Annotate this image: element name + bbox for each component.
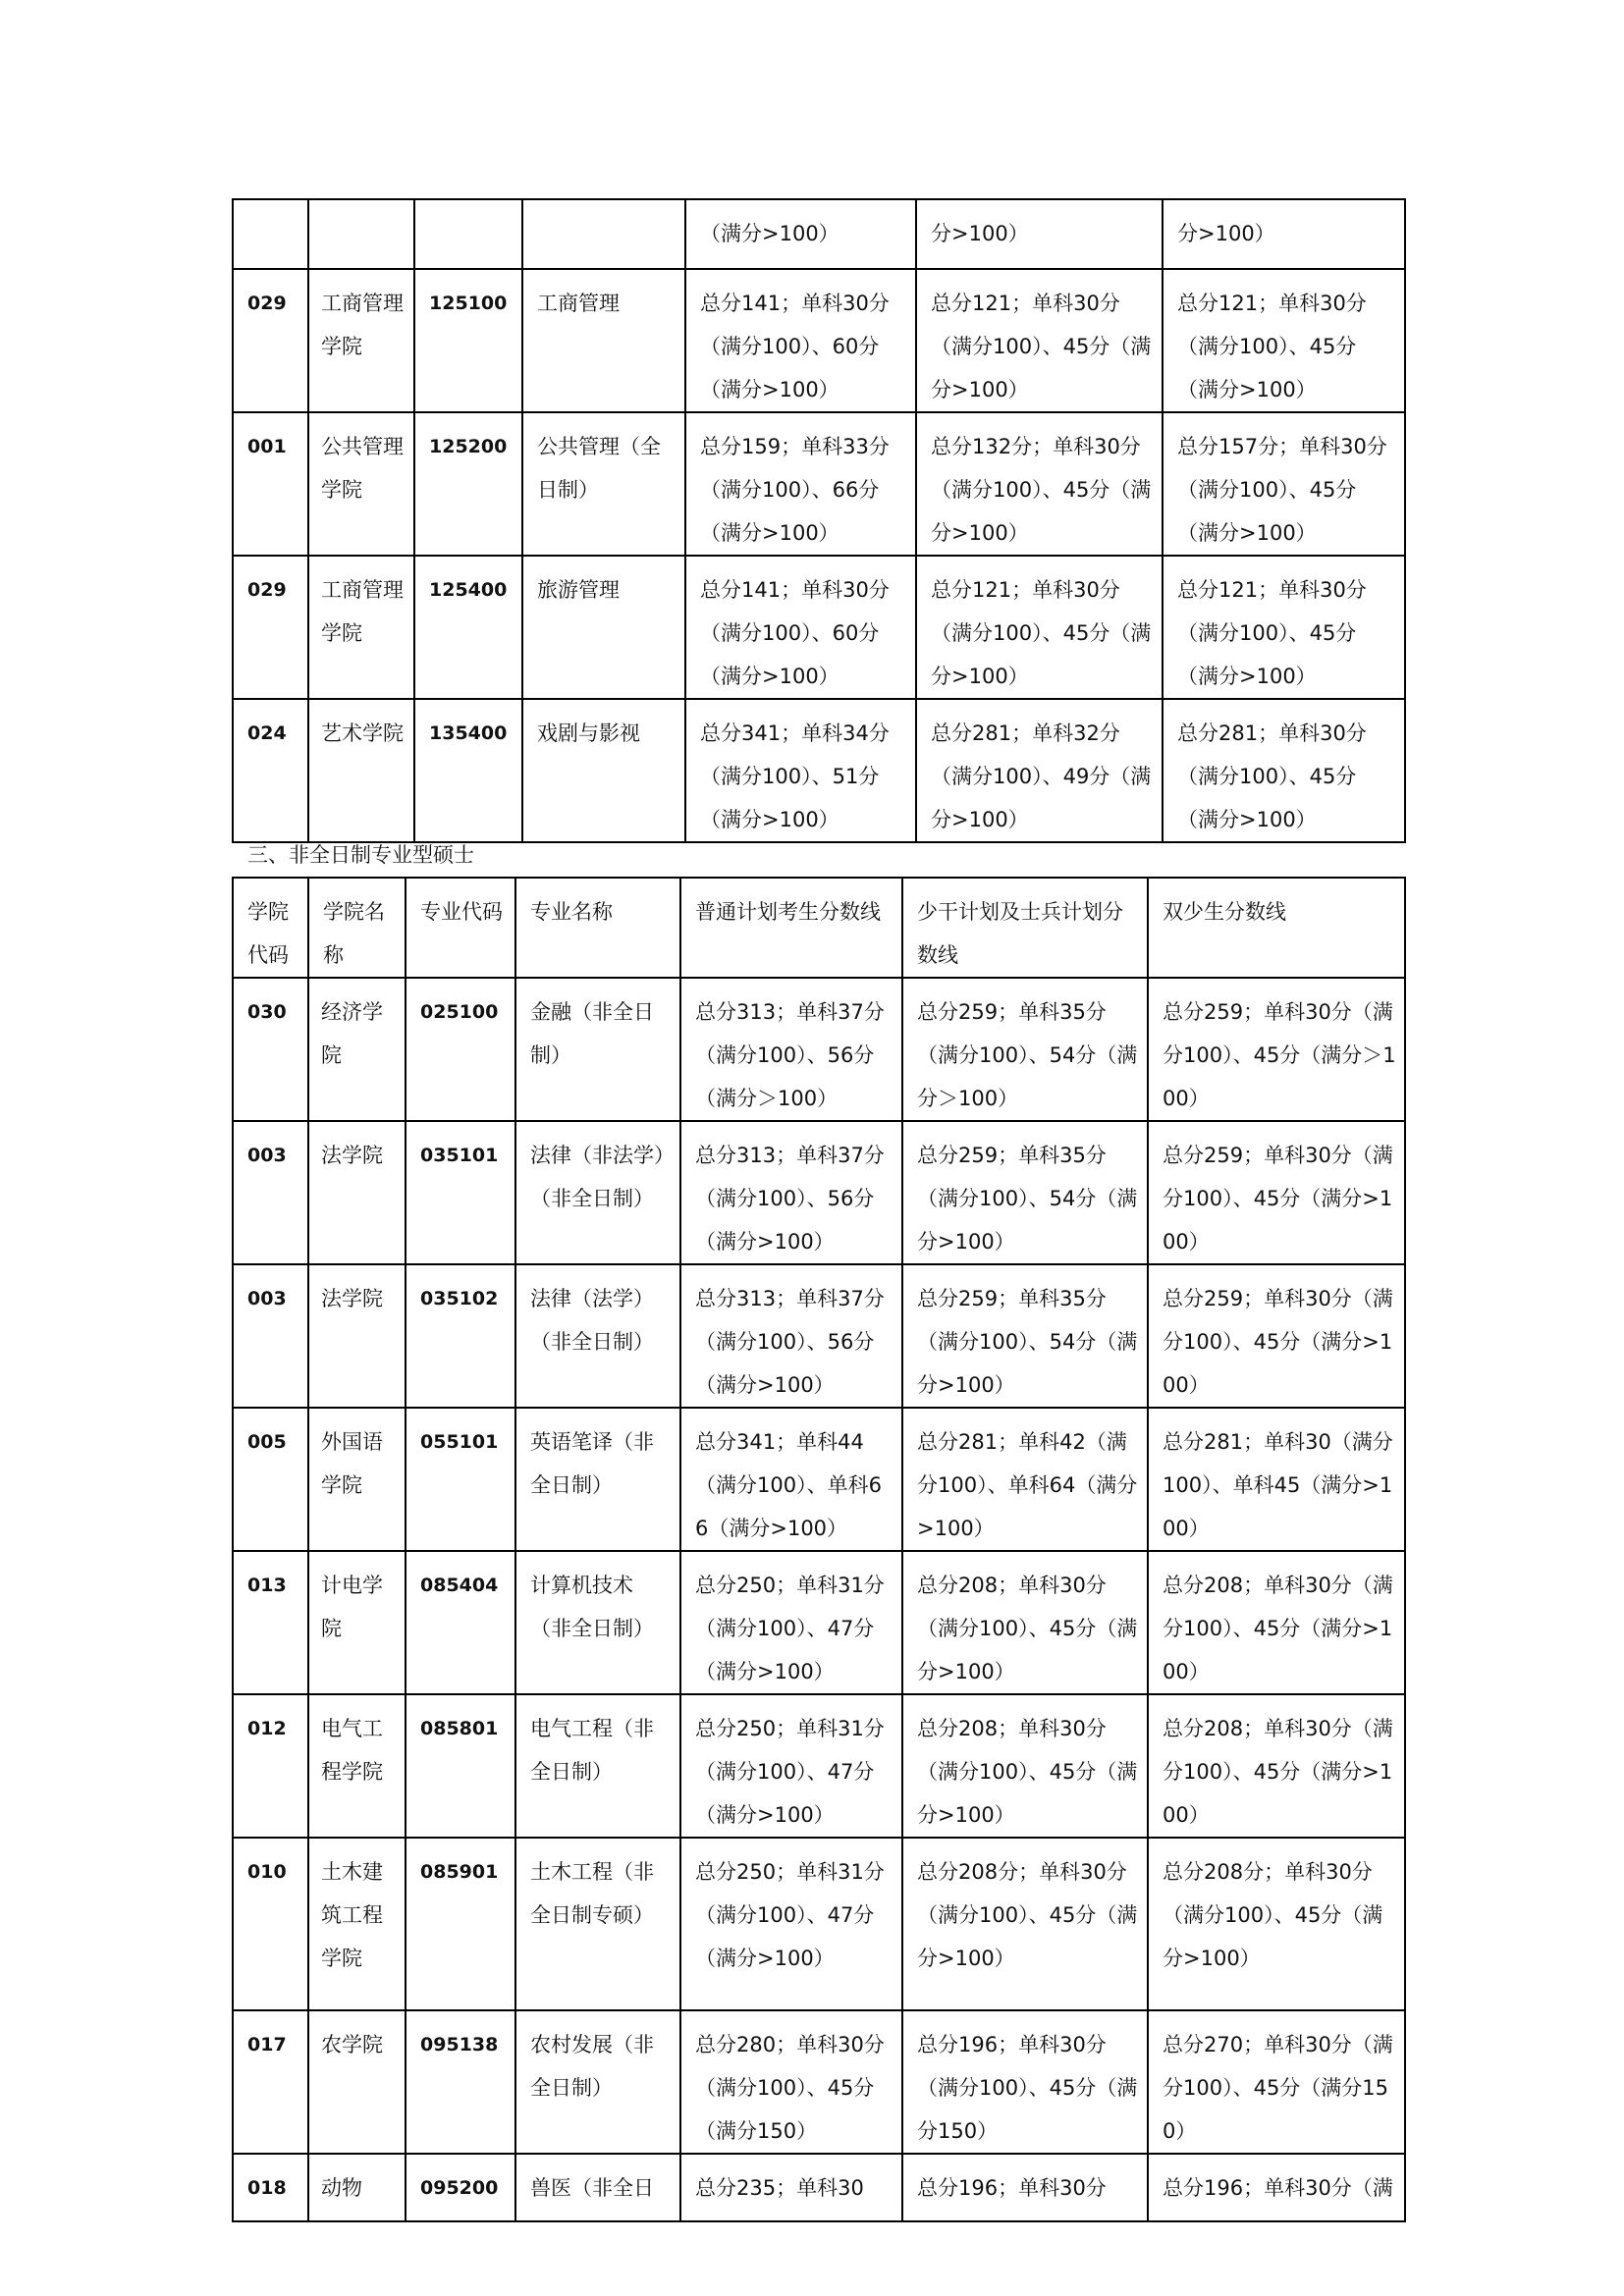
header-minority-soldier-plan-score: 少干计划及士兵计划分数线 (902, 878, 1148, 978)
major-name-cell: 戏剧与影视 (522, 699, 685, 842)
header-general-plan-score: 普通计划考生分数线 (680, 878, 902, 978)
minority-soldier-score-cell: 总分132分；单科30分（满分100）、45分（满分>100） (916, 412, 1163, 556)
general-plan-score-cell: 总分235；单科30 (680, 2154, 902, 2221)
general-plan-score-cell: 总分313；单科37分（满分100）、56分（满分>100） (680, 1264, 902, 1408)
dual-minority-score-cell: 总分259；单科30分（满分100）、45分（满分>100） (1148, 1121, 1405, 1264)
general-plan-score-cell: （满分>100） (685, 199, 916, 269)
college-name-cell: 计电学院 (308, 1551, 406, 1694)
minority-soldier-score-cell: 总分121；单科30分（满分100）、45分（满分>100） (916, 556, 1163, 699)
college-name-cell: 经济学院 (308, 978, 406, 1121)
college-code-cell: 013 (233, 1551, 308, 1694)
table-row (233, 269, 1405, 412)
minority-soldier-score-cell: 总分121；单科30分（满分100）、45分（满分>100） (916, 269, 1163, 412)
table-row (233, 1408, 1405, 1551)
general-plan-score-cell: 总分250；单科31分（满分100）、47分（满分>100） (680, 1694, 902, 1838)
dual-minority-score-cell: 总分281；单科30（满分100）、单科45（满分>100） (1148, 1408, 1405, 1551)
major-name-cell: 工商管理 (522, 269, 685, 412)
general-plan-score-cell: 总分280；单科30分（满分100）、45分（满分150） (680, 2010, 902, 2154)
header-major-code: 专业代码 (406, 878, 515, 978)
major-code-cell: 085801 (406, 1694, 515, 1838)
college-code-cell: 012 (233, 1694, 308, 1838)
minority-soldier-score-cell: 总分208分；单科30分（满分100）、45分（满分>100） (902, 1838, 1148, 2010)
general-plan-score-cell: 总分313；单科37分（满分100）、56分（满分>100） (680, 1121, 902, 1264)
header-college-name: 学院名称 (308, 878, 406, 978)
dual-minority-score-cell: 总分270；单科30分（满分100）、45分（满分150） (1148, 2010, 1405, 2154)
major-code-cell: 125100 (414, 269, 522, 412)
minority-soldier-score-cell: 总分196；单科30分（满分100）、45分（满分150） (902, 2010, 1148, 2154)
table-row (233, 556, 1405, 699)
minority-soldier-score-cell: 分>100） (916, 199, 1163, 269)
minority-soldier-score-cell: 总分208；单科30分（满分100）、45分（满分>100） (902, 1694, 1148, 1838)
header-major-name: 专业名称 (515, 878, 680, 978)
table-row (233, 412, 1405, 556)
college-name-cell: 法学院 (308, 1264, 406, 1408)
table-row (233, 978, 1405, 1121)
table-row (233, 1551, 1405, 1694)
minority-soldier-score-cell: 总分259；单科35分（满分100）、54分（满分>100） (902, 1121, 1148, 1264)
dual-minority-score-cell: 总分259；单科30分（满分100）、45分（满分>100） (1148, 1264, 1405, 1408)
major-code-cell: 095138 (406, 2010, 515, 2154)
major-name-cell: 旅游管理 (522, 556, 685, 699)
major-name-cell: 公共管理（全日制） (522, 412, 685, 556)
major-name-cell: 计算机技术（非全日制） (515, 1551, 680, 1694)
major-code-cell: 135400 (414, 699, 522, 842)
dual-minority-score-cell: 总分157分；单科30分（满分100）、45分（满分>100） (1163, 412, 1405, 556)
part-time-professional-master-score-table (232, 877, 1406, 2222)
table-row (233, 2010, 1405, 2154)
header-college-code: 学院代码 (233, 878, 308, 978)
table-row (233, 699, 1405, 842)
college-code-cell (233, 199, 308, 269)
general-plan-score-cell: 总分250；单科31分（满分100）、47分（满分>100） (680, 1838, 902, 2010)
section-title-part-time-professional-master: 三、非全日制专业型硕士 (247, 843, 474, 867)
college-code-cell: 030 (233, 978, 308, 1121)
general-plan-score-cell: 总分250；单科31分（满分100）、47分（满分>100） (680, 1551, 902, 1694)
major-code-cell: 085404 (406, 1551, 515, 1694)
major-code-cell: 095200 (406, 2154, 515, 2221)
college-code-cell: 029 (233, 269, 308, 412)
college-name-cell: 艺术学院 (308, 699, 414, 842)
major-name-cell: 兽医（非全日 (515, 2154, 680, 2221)
major-code-cell: 025100 (406, 978, 515, 1121)
college-name-cell: 农学院 (308, 2010, 406, 2154)
table-row (233, 1121, 1405, 1264)
major-code-cell: 125200 (414, 412, 522, 556)
college-name-cell: 土木建筑工程学院 (308, 1838, 406, 2010)
minority-soldier-score-cell: 总分208；单科30分（满分100）、45分（满分>100） (902, 1551, 1148, 1694)
major-name-cell: 土木工程（非全日制专硕） (515, 1838, 680, 2010)
major-code-cell: 085901 (406, 1838, 515, 2010)
dual-minority-score-cell: 总分121；单科30分（满分100）、45分（满分>100） (1163, 269, 1405, 412)
college-name-cell (308, 199, 414, 269)
major-name-cell: 电气工程（非全日制） (515, 1694, 680, 1838)
dual-minority-score-cell: 总分208；单科30分（满分100）、45分（满分>100） (1148, 1551, 1405, 1694)
college-name-cell: 法学院 (308, 1121, 406, 1264)
dual-minority-score-cell: 总分121；单科30分（满分100）、45分（满分>100） (1163, 556, 1405, 699)
dual-minority-score-cell: 总分208分；单科30分（满分100）、45分（满分>100） (1148, 1838, 1405, 2010)
minority-soldier-score-cell: 总分259；单科35分（满分100）、54分（满分＞100） (902, 978, 1148, 1121)
general-plan-score-cell: 总分313；单科37分（满分100）、56分（满分＞100） (680, 978, 902, 1121)
dual-minority-score-cell: 总分196；单科30分（满 (1148, 2154, 1405, 2221)
header-dual-minority-score: 双少生分数线 (1148, 878, 1405, 978)
dual-minority-score-cell: 分>100） (1163, 199, 1405, 269)
college-name-cell: 电气工程学院 (308, 1694, 406, 1838)
major-name-cell: 法律（法学）（非全日制） (515, 1264, 680, 1408)
general-plan-score-cell: 总分341；单科44（满分100）、单科66（满分>100） (680, 1408, 902, 1551)
major-code-cell: 035102 (406, 1264, 515, 1408)
general-plan-score-cell: 总分141；单科30分（满分100）、60分（满分>100） (685, 556, 916, 699)
college-code-cell: 001 (233, 412, 308, 556)
table-row (233, 1694, 1405, 1838)
minority-soldier-score-cell: 总分259；单科35分（满分100）、54分（满分>100） (902, 1264, 1148, 1408)
college-name-cell: 动物 (308, 2154, 406, 2221)
major-code-cell: 035101 (406, 1121, 515, 1264)
minority-soldier-score-cell: 总分281；单科42（满分100）、单科64（满分>100） (902, 1408, 1148, 1551)
table-row (233, 2154, 1405, 2221)
college-code-cell: 003 (233, 1264, 308, 1408)
dual-minority-score-cell: 总分259；单科30分（满分100）、45分（满分＞100） (1148, 978, 1405, 1121)
college-code-cell: 010 (233, 1838, 308, 2010)
major-code-cell: 125400 (414, 556, 522, 699)
table-row (233, 1838, 1405, 2010)
college-name-cell: 工商管理学院 (308, 556, 414, 699)
college-code-cell: 024 (233, 699, 308, 842)
minority-soldier-score-cell: 总分196；单科30分 (902, 2154, 1148, 2221)
college-code-cell: 029 (233, 556, 308, 699)
major-name-cell: 农村发展（非全日制） (515, 2010, 680, 2154)
major-name-cell: 英语笔译（非全日制） (515, 1408, 680, 1551)
major-name-cell (522, 199, 685, 269)
general-plan-score-cell: 总分341；单科34分（满分100）、51分（满分>100） (685, 699, 916, 842)
dual-minority-score-cell: 总分208；单科30分（满分100）、45分（满分>100） (1148, 1694, 1405, 1838)
general-plan-score-cell: 总分141；单科30分（满分100）、60分（满分>100） (685, 269, 916, 412)
college-name-cell: 工商管理学院 (308, 269, 414, 412)
general-plan-score-cell: 总分159；单科33分（满分100）、66分（满分>100） (685, 412, 916, 556)
college-name-cell: 公共管理学院 (308, 412, 414, 556)
admission-score-table-continued (232, 198, 1406, 843)
college-code-cell: 005 (233, 1408, 308, 1551)
college-name-cell: 外国语学院 (308, 1408, 406, 1551)
college-code-cell: 017 (233, 2010, 308, 2154)
table-row (233, 1264, 1405, 1408)
table-row (233, 199, 1405, 269)
table-header-row (233, 878, 1405, 978)
college-code-cell: 003 (233, 1121, 308, 1264)
dual-minority-score-cell: 总分281；单科30分（满分100）、45分（满分>100） (1163, 699, 1405, 842)
major-name-cell: 金融（非全日制） (515, 978, 680, 1121)
major-code-cell (414, 199, 522, 269)
college-code-cell: 018 (233, 2154, 308, 2221)
major-name-cell: 法律（非法学）（非全日制） (515, 1121, 680, 1264)
major-code-cell: 055101 (406, 1408, 515, 1551)
minority-soldier-score-cell: 总分281；单科32分（满分100）、49分（满分>100） (916, 699, 1163, 842)
